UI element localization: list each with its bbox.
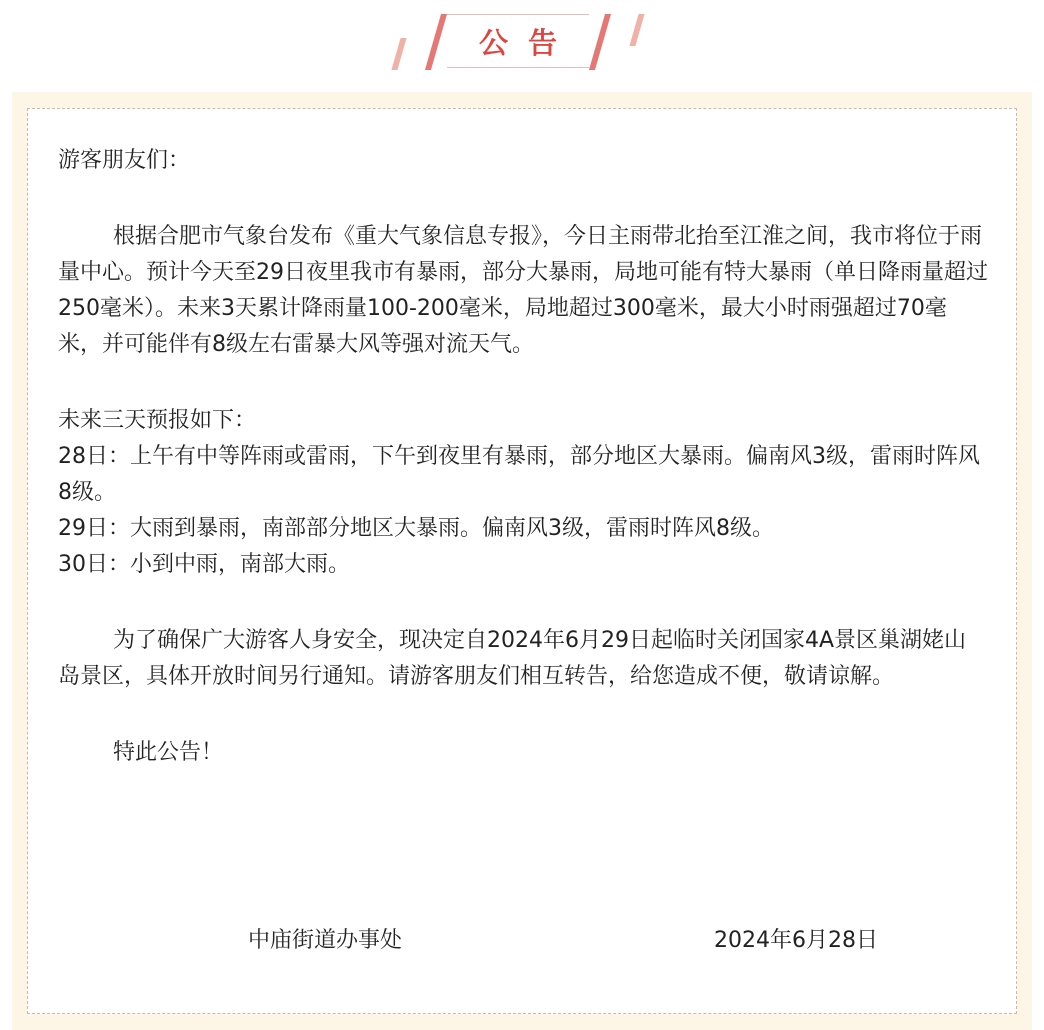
closing-text: 特此公告！: [113, 740, 224, 765]
notice-card: [12, 92, 1032, 1030]
paragraph-weather: 根据合肥市气象台发布《重大气象信息专报》，今日主雨带北抬至江淮之间，我市将位于雨量中心。预计今天至29日夜里我市有暴雨，部分大暴雨，局地可能有特大暴雨（单日降雨量超过250毫米）。未来3天累计降雨量100-200毫米，局地超过300毫米，最大小时雨强超过70毫米，并可能伴有8级左右雷暴大风等强对流天气。: [58, 224, 988, 357]
paragraph-closure: 为了确保广大游客人身安全，现决定自2024年6月29日起临时关闭国家4A景区巢湖姥山岛景区，具体开放时间另行通知。请游客朋友们相互转告，给您造成不便，敬请谅解。: [58, 628, 967, 689]
forecast-item: 30日：小到中雨，南部大雨。: [58, 552, 350, 577]
greeting: 游客朋友们：: [58, 148, 191, 173]
forecast-item: 28日：上午有中等阵雨或雷雨，下午到夜里有暴雨，部分地区大暴雨。偏南风3级，雷雨时阵风8级。: [58, 444, 980, 505]
signature-row: [58, 923, 988, 959]
decorative-stripe-icon: [629, 14, 644, 46]
notice-card-inner: [27, 108, 1017, 1014]
notice-content: [58, 143, 988, 953]
title-box: [447, 14, 589, 68]
forecast-item: 29日：大雨到暴雨，南部部分地区大暴雨。偏南风3级，雷雨时阵风8级。: [58, 516, 774, 541]
decorative-stripe-icon: [425, 14, 447, 70]
issue-date: 2024年6月28日: [714, 928, 878, 953]
notice-header: [0, 0, 1044, 92]
decorative-stripe-icon: [589, 14, 611, 70]
decorative-stripe-icon: [391, 38, 406, 70]
issuer: 中庙街道办事处: [248, 928, 403, 953]
page-title: 公告: [478, 25, 577, 60]
forecast-heading: 未来三天预报如下：: [58, 408, 257, 433]
